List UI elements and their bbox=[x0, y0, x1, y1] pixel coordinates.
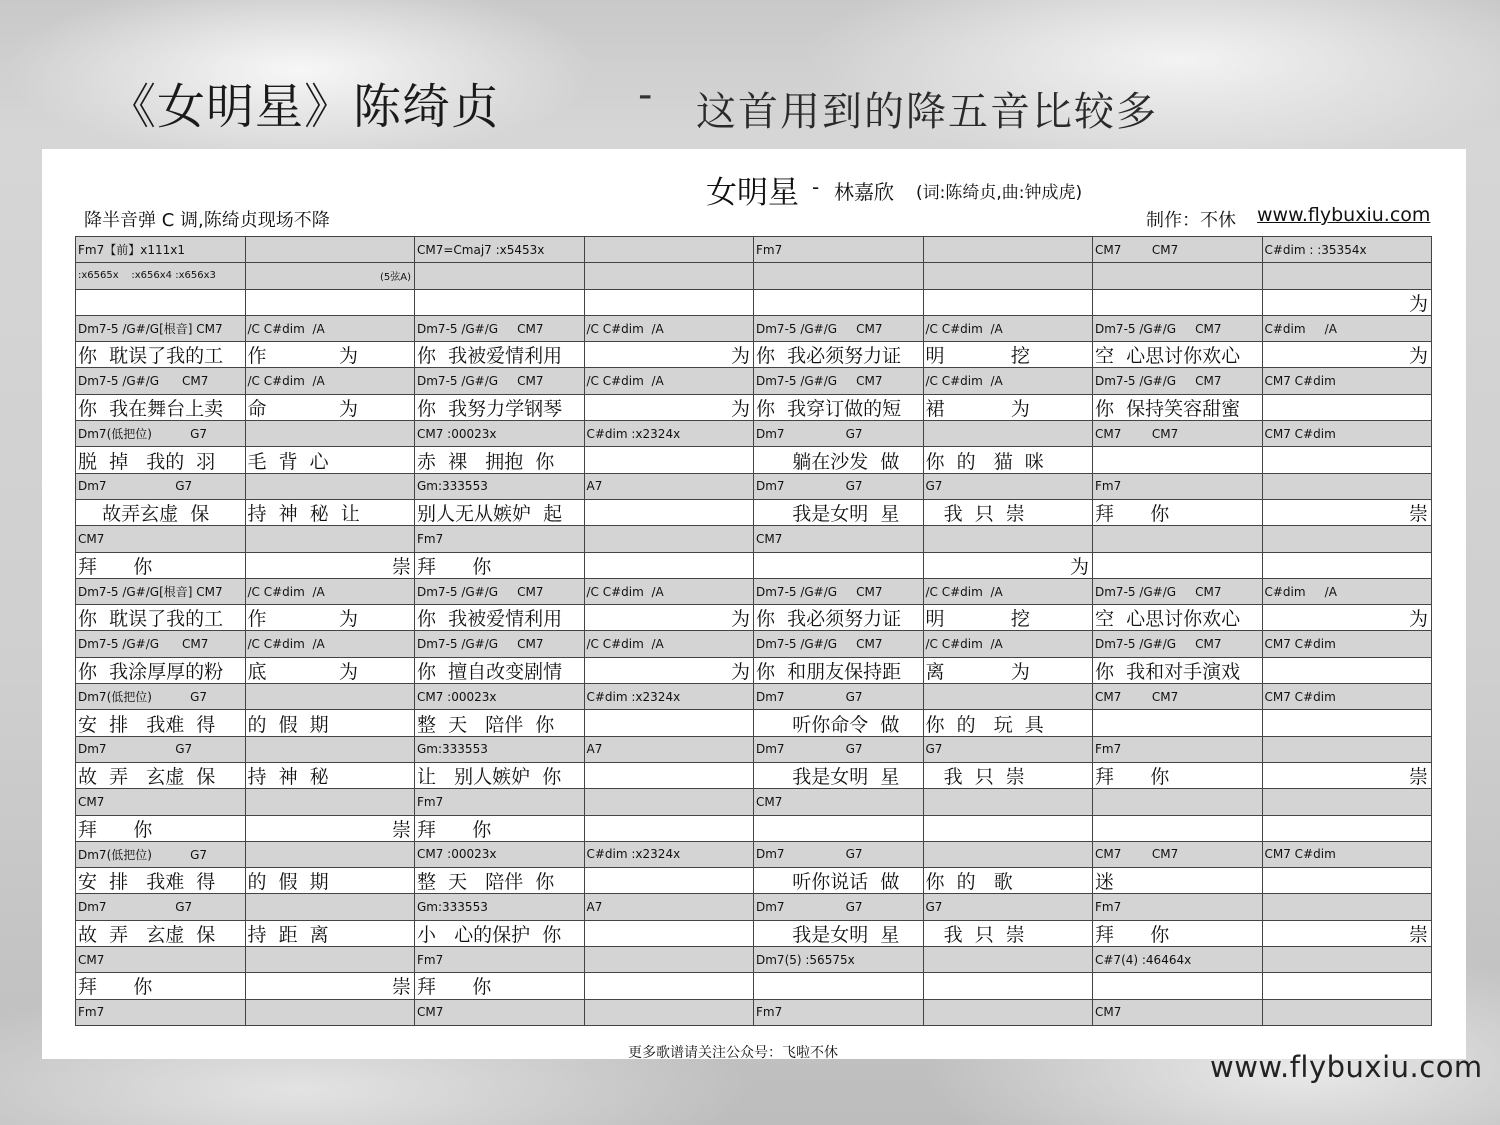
chord-cell: (5弦A) bbox=[246, 263, 416, 289]
lyric-cell: 空 心思讨你欢心 bbox=[1093, 342, 1263, 368]
lyric-cell bbox=[1093, 973, 1263, 999]
chord-cell: /C C#dim /A bbox=[585, 579, 755, 605]
lyric-cell: 你 擅自改变剧情 bbox=[415, 658, 585, 684]
chord-cell bbox=[246, 789, 416, 815]
chord-cell: Dm7-5 /G#/G[根音] CM7 bbox=[76, 316, 246, 342]
lyric-cell: 我 只 崇 bbox=[924, 500, 1094, 526]
chord-cell: C#dim :x2324x bbox=[585, 684, 755, 710]
chord-cell bbox=[585, 789, 755, 815]
chord-cell: A7 bbox=[585, 894, 755, 920]
chord-cell: Fm7 bbox=[754, 1000, 924, 1026]
chord-cell: :x6565x :x656x4 :x656x3 bbox=[76, 263, 246, 289]
lyric-cell bbox=[1093, 290, 1263, 316]
chord-cell: Dm7-5 /G#/G CM7 bbox=[754, 316, 924, 342]
lyric-cell: 你 耽误了我的工 bbox=[76, 342, 246, 368]
lyric-cell: 你 的 歌 bbox=[924, 868, 1094, 894]
lyric-cell: 为 bbox=[585, 605, 755, 631]
chord-cell bbox=[924, 421, 1094, 447]
chord-cell: /C C#dim /A bbox=[585, 631, 755, 657]
lyric-cell: 听你命令 做 bbox=[754, 710, 924, 736]
chord-cell: CM7 C#dim bbox=[1263, 684, 1433, 710]
lyric-cell bbox=[585, 553, 755, 579]
chord-cell bbox=[1263, 474, 1433, 500]
chord-cell: CM7 CM7 bbox=[1093, 237, 1263, 263]
lyric-cell bbox=[1263, 553, 1433, 579]
lyric-cell: 为 bbox=[1263, 342, 1433, 368]
lyric-cell: 你 耽误了我的工 bbox=[76, 605, 246, 631]
lyric-cell: 你 保持笑容甜蜜 bbox=[1093, 395, 1263, 421]
chord-cell bbox=[924, 526, 1094, 552]
lyric-cell: 我是女明 星 bbox=[754, 921, 924, 947]
lyric-cell: 拜 你 bbox=[1093, 921, 1263, 947]
lyric-cell: 为 bbox=[1263, 290, 1433, 316]
chord-cell: Dm7(5) :56575x bbox=[754, 947, 924, 973]
lyric-cell: 躺在沙发 做 bbox=[754, 447, 924, 473]
chord-cell bbox=[924, 947, 1094, 973]
chord-cell: C#7(4) :46464x bbox=[1093, 947, 1263, 973]
chord-cell: CM7 bbox=[76, 526, 246, 552]
lyric-cell: 崇 bbox=[1263, 921, 1433, 947]
chord-cell: Dm7-5 /G#/G[根音] CM7 bbox=[76, 579, 246, 605]
chord-cell: CM7 :00023x bbox=[415, 421, 585, 447]
lyric-cell: 拜 你 bbox=[76, 973, 246, 999]
lyric-cell bbox=[585, 816, 755, 842]
lyric-cell bbox=[585, 973, 755, 999]
lyric-cell bbox=[585, 868, 755, 894]
lyric-cell: 为 bbox=[924, 553, 1094, 579]
lyric-cell: 作 为 bbox=[246, 342, 416, 368]
chord-cell: Dm7-5 /G#/G CM7 bbox=[76, 368, 246, 394]
lyric-cell: 你 的 猫 咪 bbox=[924, 447, 1094, 473]
lyric-cell: 我是女明 星 bbox=[754, 500, 924, 526]
chord-cell: CM7 CM7 bbox=[1093, 684, 1263, 710]
chord-grid bbox=[75, 236, 1432, 1026]
lyric-cell: 迷 bbox=[1093, 868, 1263, 894]
lyric-cell: 明 挖 bbox=[924, 605, 1094, 631]
chord-cell: CM7 bbox=[754, 789, 924, 815]
chord-cell: Dm7-5 /G#/G CM7 bbox=[754, 579, 924, 605]
lyric-cell: 为 bbox=[585, 658, 755, 684]
chord-cell bbox=[1263, 947, 1433, 973]
chord-cell: Dm7-5 /G#/G CM7 bbox=[76, 631, 246, 657]
lyric-cell bbox=[754, 553, 924, 579]
lyric-cell: 我 只 崇 bbox=[924, 763, 1094, 789]
chord-cell: CM7 CM7 bbox=[1093, 842, 1263, 868]
lyric-cell: 让 别人嫉妒 你 bbox=[415, 763, 585, 789]
chord-cell bbox=[1093, 263, 1263, 289]
chord-cell: Dm7(低把位) G7 bbox=[76, 684, 246, 710]
lyric-cell: 拜 你 bbox=[415, 816, 585, 842]
lyric-cell: 的 假 期 bbox=[246, 868, 416, 894]
lyric-cell bbox=[754, 816, 924, 842]
chord-cell: Dm7 G7 bbox=[76, 474, 246, 500]
chord-cell bbox=[1263, 737, 1433, 763]
lyric-cell: 的 假 期 bbox=[246, 710, 416, 736]
chord-cell bbox=[1263, 894, 1433, 920]
chord-cell: /C C#dim /A bbox=[246, 368, 416, 394]
chord-cell: C#dim :x2324x bbox=[585, 842, 755, 868]
lyric-cell: 崇 bbox=[246, 553, 416, 579]
lyric-cell bbox=[1093, 816, 1263, 842]
chord-cell bbox=[246, 474, 416, 500]
chord-cell: Fm7 bbox=[415, 947, 585, 973]
song-separator: - bbox=[812, 175, 820, 199]
lyric-cell: 拜 你 bbox=[1093, 500, 1263, 526]
lyric-cell bbox=[1093, 553, 1263, 579]
lyric-cell: 崇 bbox=[246, 816, 416, 842]
lyric-cell: 你 的 玩 具 bbox=[924, 710, 1094, 736]
chord-cell: CM7 :00023x bbox=[415, 684, 585, 710]
chord-cell: /C C#dim /A bbox=[246, 316, 416, 342]
chord-cell bbox=[246, 421, 416, 447]
lyric-cell bbox=[1093, 447, 1263, 473]
lyric-cell bbox=[924, 290, 1094, 316]
chord-cell bbox=[924, 1000, 1094, 1026]
chord-cell bbox=[924, 263, 1094, 289]
lyric-cell bbox=[924, 973, 1094, 999]
lyric-cell bbox=[246, 290, 416, 316]
slide-title: 《女明星》陈绮贞 bbox=[108, 79, 501, 135]
lyric-cell: 拜 你 bbox=[415, 553, 585, 579]
chord-cell: CM7=Cmaj7 :x5453x bbox=[415, 237, 585, 263]
chord-cell: CM7 bbox=[415, 1000, 585, 1026]
chord-cell: Dm7-5 /G#/G CM7 bbox=[754, 368, 924, 394]
chord-cell: Dm7-5 /G#/G CM7 bbox=[415, 579, 585, 605]
chord-cell: Dm7 G7 bbox=[754, 894, 924, 920]
slide-subtitle: 这首用到的降五音比较多 bbox=[696, 89, 1158, 135]
lyric-cell bbox=[924, 816, 1094, 842]
chord-cell bbox=[246, 684, 416, 710]
chord-cell: Fm7 bbox=[754, 237, 924, 263]
lyric-cell bbox=[415, 290, 585, 316]
lyric-cell: 明 挖 bbox=[924, 342, 1094, 368]
chord-cell bbox=[585, 263, 755, 289]
chord-cell: G7 bbox=[924, 737, 1094, 763]
lyric-cell: 整 天 陪伴 你 bbox=[415, 710, 585, 736]
chord-cell: /C C#dim /A bbox=[924, 631, 1094, 657]
chord-cell bbox=[1263, 526, 1433, 552]
lyric-cell: 赤 裸 拥抱 你 bbox=[415, 447, 585, 473]
chord-cell: A7 bbox=[585, 474, 755, 500]
chord-cell: A7 bbox=[585, 737, 755, 763]
chord-cell bbox=[1093, 526, 1263, 552]
lyric-cell: 故弄玄虚 保 bbox=[76, 500, 246, 526]
lyric-cell bbox=[585, 921, 755, 947]
chord-cell bbox=[1263, 789, 1433, 815]
lyric-cell: 拜 你 bbox=[415, 973, 585, 999]
chord-cell: Fm7 bbox=[1093, 737, 1263, 763]
lyric-cell bbox=[585, 710, 755, 736]
chord-cell: CM7 bbox=[1093, 1000, 1263, 1026]
chord-cell: Dm7 G7 bbox=[754, 737, 924, 763]
lyric-cell bbox=[585, 290, 755, 316]
chord-cell bbox=[924, 842, 1094, 868]
lyric-cell bbox=[1263, 710, 1433, 736]
chord-cell: /C C#dim /A bbox=[924, 316, 1094, 342]
lyric-cell: 崇 bbox=[1263, 763, 1433, 789]
chord-cell: Gm:333553 bbox=[415, 894, 585, 920]
lyric-cell: 为 bbox=[585, 342, 755, 368]
lyric-cell: 为 bbox=[1263, 605, 1433, 631]
chord-cell: CM7 :00023x bbox=[415, 842, 585, 868]
chord-cell bbox=[415, 263, 585, 289]
lyric-cell: 故 弄 玄虚 保 bbox=[76, 763, 246, 789]
chord-cell: C#dim /A bbox=[1263, 579, 1433, 605]
lyric-cell: 我 只 崇 bbox=[924, 921, 1094, 947]
chord-cell: /C C#dim /A bbox=[246, 631, 416, 657]
lyric-cell: 脱 掉 我的 羽 bbox=[76, 447, 246, 473]
lyric-cell: 为 bbox=[585, 395, 755, 421]
chord-cell: Dm7 G7 bbox=[76, 737, 246, 763]
lyric-cell bbox=[754, 290, 924, 316]
chord-cell bbox=[246, 737, 416, 763]
chord-cell bbox=[924, 789, 1094, 815]
chord-cell: Dm7-5 /G#/G CM7 bbox=[1093, 368, 1263, 394]
chord-cell: Dm7-5 /G#/G CM7 bbox=[1093, 316, 1263, 342]
chord-cell: C#dim : :35354x bbox=[1263, 237, 1433, 263]
chord-cell: Dm7-5 /G#/G CM7 bbox=[754, 631, 924, 657]
footer-note: 更多歌谱请关注公众号：飞啦不休 bbox=[628, 1045, 838, 1061]
chord-cell: Dm7 G7 bbox=[754, 684, 924, 710]
lyric-cell bbox=[585, 447, 755, 473]
chord-cell bbox=[246, 947, 416, 973]
chord-cell: /C C#dim /A bbox=[585, 368, 755, 394]
chord-cell: Fm7 bbox=[76, 1000, 246, 1026]
song-credit: (词:陈绮贞,曲:钟成虎) bbox=[916, 183, 1083, 203]
lyric-cell: 拜 你 bbox=[76, 816, 246, 842]
lyric-cell: 你 和朋友保持距 bbox=[754, 658, 924, 684]
author-link[interactable]: www.flybuxiu.com bbox=[1257, 204, 1431, 226]
lyric-cell bbox=[1093, 710, 1263, 736]
chord-cell: Gm:333553 bbox=[415, 737, 585, 763]
chord-cell: CM7 CM7 bbox=[1093, 421, 1263, 447]
chord-cell: Dm7-5 /G#/G CM7 bbox=[415, 631, 585, 657]
chord-cell: G7 bbox=[924, 474, 1094, 500]
chord-cell: Dm7-5 /G#/G CM7 bbox=[415, 368, 585, 394]
chord-cell bbox=[246, 1000, 416, 1026]
lyric-cell: 作 为 bbox=[246, 605, 416, 631]
lyric-cell: 底 为 bbox=[246, 658, 416, 684]
chord-cell: C#dim /A bbox=[1263, 316, 1433, 342]
title-dash: - bbox=[638, 72, 653, 118]
chord-cell: Dm7 G7 bbox=[76, 894, 246, 920]
lyric-cell bbox=[1263, 973, 1433, 999]
lyric-cell: 小 心的保护 你 bbox=[415, 921, 585, 947]
song-artist: 林嘉欣 bbox=[834, 180, 894, 204]
lyric-cell bbox=[1263, 868, 1433, 894]
lyric-cell: 别人无从嫉妒 起 bbox=[415, 500, 585, 526]
chord-cell bbox=[246, 526, 416, 552]
lyric-cell: 你 我被爱情利用 bbox=[415, 605, 585, 631]
lyric-cell bbox=[1263, 658, 1433, 684]
chord-cell: Dm7-5 /G#/G CM7 bbox=[415, 316, 585, 342]
chord-cell: Fm7 bbox=[415, 789, 585, 815]
chord-cell: /C C#dim /A bbox=[924, 579, 1094, 605]
chord-cell: Dm7 G7 bbox=[754, 474, 924, 500]
lyric-cell bbox=[754, 973, 924, 999]
lyric-cell: 拜 你 bbox=[76, 553, 246, 579]
lyric-cell: 崇 bbox=[1263, 500, 1433, 526]
lyric-cell: 你 我在舞台上卖 bbox=[76, 395, 246, 421]
chord-cell: Fm7 bbox=[1093, 894, 1263, 920]
chord-cell bbox=[246, 842, 416, 868]
lyric-cell: 空 心思讨你欢心 bbox=[1093, 605, 1263, 631]
chord-cell bbox=[246, 237, 416, 263]
lyric-cell: 整 天 陪伴 你 bbox=[415, 868, 585, 894]
lyric-cell bbox=[1263, 816, 1433, 842]
lyric-cell: 命 为 bbox=[246, 395, 416, 421]
lyric-cell bbox=[585, 500, 755, 526]
chord-cell: CM7 C#dim bbox=[1263, 842, 1433, 868]
lyric-cell: 裙 为 bbox=[924, 395, 1094, 421]
chord-cell bbox=[585, 237, 755, 263]
chord-cell: Fm7【前】x111x1 bbox=[76, 237, 246, 263]
chord-cell bbox=[754, 263, 924, 289]
chord-cell bbox=[1093, 789, 1263, 815]
lyric-cell: 安 排 我难 得 bbox=[76, 710, 246, 736]
chord-cell: CM7 C#dim bbox=[1263, 368, 1433, 394]
lyric-cell bbox=[1263, 447, 1433, 473]
lyric-cell: 安 排 我难 得 bbox=[76, 868, 246, 894]
lyric-cell: 持 神 秘 bbox=[246, 763, 416, 789]
chord-cell: CM7 bbox=[76, 947, 246, 973]
chord-cell: CM7 bbox=[754, 526, 924, 552]
lyric-cell bbox=[585, 763, 755, 789]
chord-cell bbox=[924, 237, 1094, 263]
chord-cell: CM7 bbox=[76, 789, 246, 815]
song-title: 女明星 bbox=[706, 175, 799, 211]
chord-cell bbox=[1263, 263, 1433, 289]
lyric-cell: 你 我和对手演戏 bbox=[1093, 658, 1263, 684]
chord-cell bbox=[246, 894, 416, 920]
chord-cell bbox=[924, 684, 1094, 710]
chord-cell: G7 bbox=[924, 894, 1094, 920]
lyric-cell bbox=[76, 290, 246, 316]
lyric-cell: 故 弄 玄虚 保 bbox=[76, 921, 246, 947]
chord-cell: CM7 C#dim bbox=[1263, 631, 1433, 657]
lyric-cell: 你 我涂厚厚的粉 bbox=[76, 658, 246, 684]
lyric-cell: 毛 背 心 bbox=[246, 447, 416, 473]
chord-cell: Dm7-5 /G#/G CM7 bbox=[1093, 579, 1263, 605]
chord-cell: Dm7 G7 bbox=[754, 842, 924, 868]
chord-cell: Dm7(低把位) G7 bbox=[76, 842, 246, 868]
chord-cell: /C C#dim /A bbox=[246, 579, 416, 605]
chord-cell bbox=[585, 1000, 755, 1026]
chord-cell: /C C#dim /A bbox=[924, 368, 1094, 394]
lyric-cell: 你 我必须努力证 bbox=[754, 342, 924, 368]
lyric-cell: 我是女明 星 bbox=[754, 763, 924, 789]
chord-cell: /C C#dim /A bbox=[585, 316, 755, 342]
chord-cell bbox=[1263, 1000, 1433, 1026]
lyric-cell: 持 距 离 bbox=[246, 921, 416, 947]
chord-cell: CM7 C#dim bbox=[1263, 421, 1433, 447]
chord-cell bbox=[585, 947, 755, 973]
lyric-cell: 离 为 bbox=[924, 658, 1094, 684]
lyric-cell: 你 我努力学钢琴 bbox=[415, 395, 585, 421]
lyric-cell: 你 我必须努力证 bbox=[754, 605, 924, 631]
lyric-cell: 你 我穿订做的短 bbox=[754, 395, 924, 421]
chord-cell: C#dim :x2324x bbox=[585, 421, 755, 447]
watermark: www.flybuxiu.com bbox=[1210, 1050, 1483, 1084]
author-label: 制作：不休 bbox=[1146, 210, 1236, 231]
lyric-cell: 拜 你 bbox=[1093, 763, 1263, 789]
lyric-cell: 持 神 秘 让 bbox=[246, 500, 416, 526]
chord-cell: Dm7 G7 bbox=[754, 421, 924, 447]
chord-cell: Fm7 bbox=[415, 526, 585, 552]
lyric-cell: 崇 bbox=[246, 973, 416, 999]
lyric-cell: 听你说话 做 bbox=[754, 868, 924, 894]
chord-sheet bbox=[42, 149, 1466, 1059]
lyric-cell bbox=[1263, 395, 1433, 421]
chord-cell: Gm:333553 bbox=[415, 474, 585, 500]
lyric-cell: 你 我被爱情利用 bbox=[415, 342, 585, 368]
chord-cell: Dm7-5 /G#/G CM7 bbox=[1093, 631, 1263, 657]
key-note: 降半音弹 C 调,陈绮贞现场不降 bbox=[84, 210, 330, 231]
chord-cell: Dm7(低把位) G7 bbox=[76, 421, 246, 447]
chord-cell bbox=[585, 526, 755, 552]
chord-cell: Fm7 bbox=[1093, 474, 1263, 500]
